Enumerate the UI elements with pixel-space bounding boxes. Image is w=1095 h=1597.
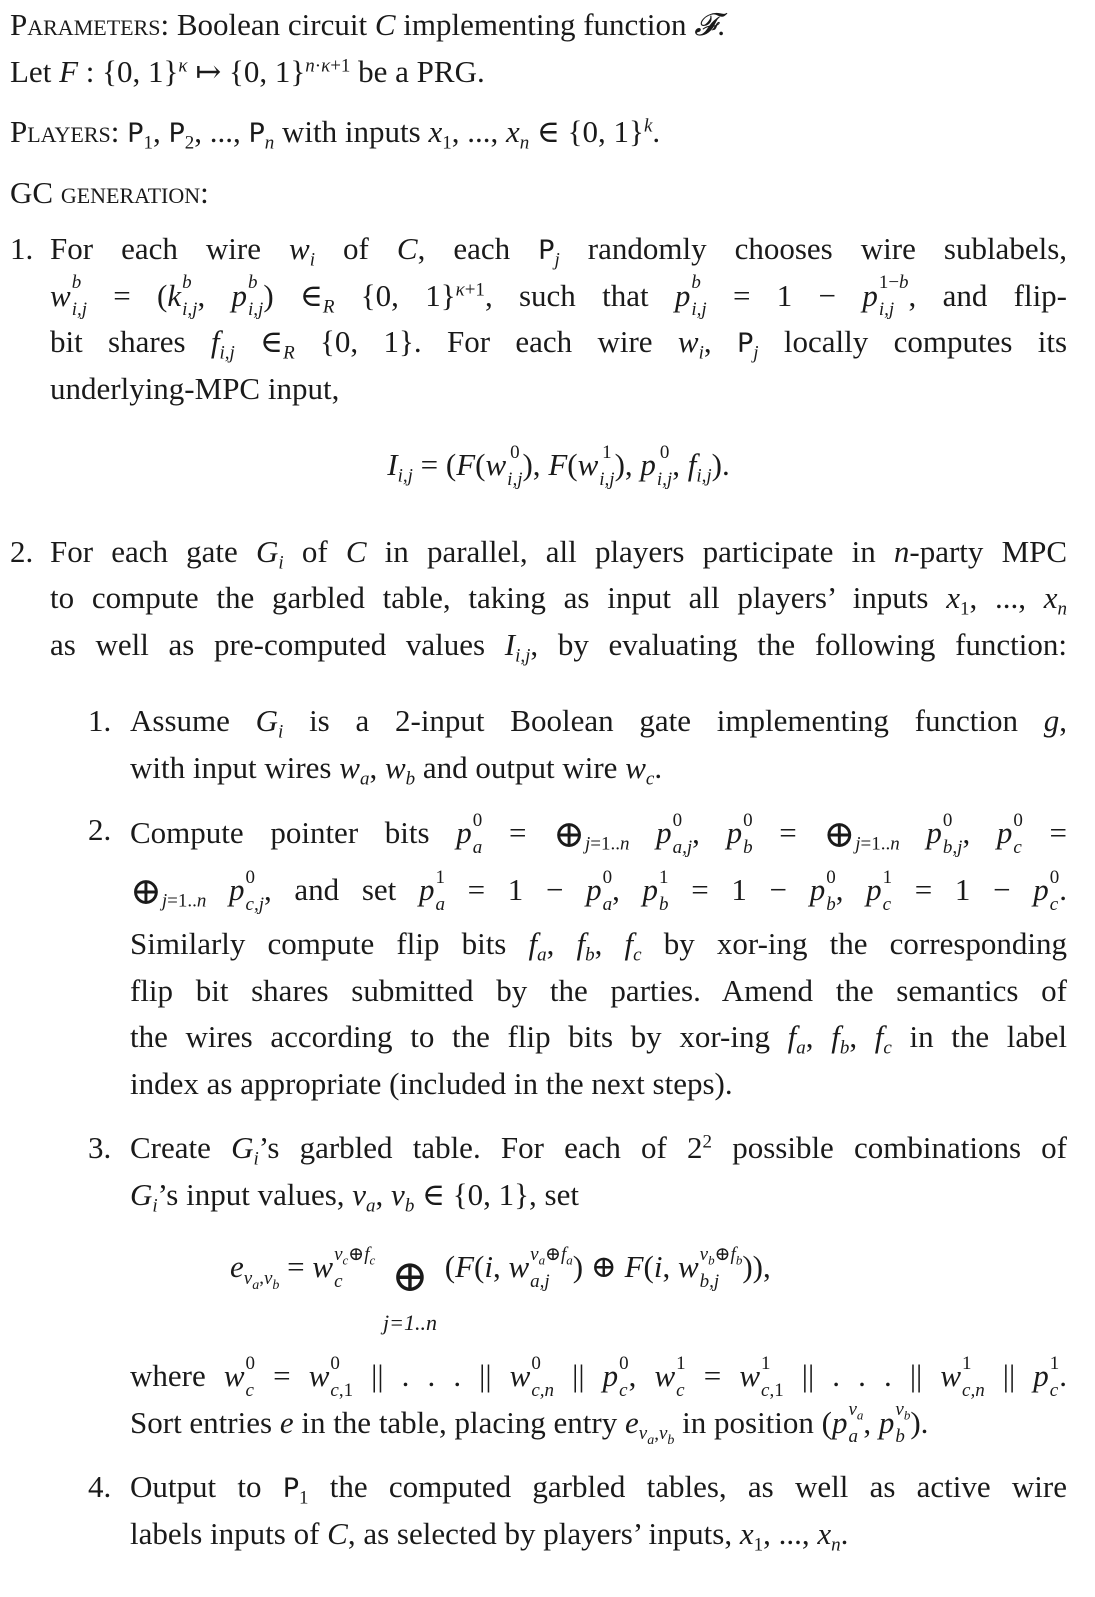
parameters-label: Parameters:	[10, 7, 170, 42]
function-steps	[88, 698, 1067, 1557]
garbled-entry-equation: $e_{v_a,v_b} = w$ $v_c\oplus f_c$ c ⊕ j=1..n (F(i, w $v_a\oplus f_a$ a,j ) ⊕ F(i, w $v_b\oplus f_b$ b,j )),	[230, 1243, 771, 1335]
substep-2: 2. Compute pointer bits p 0 a = $\oplus_{j=1..n}$ p 0 a,j , p 0 b = $\oplus_{j=1..n}$ p 0 b,j , p 0 c = $\oplus_{j=1..n}$ p 0 c,j , and set p 1 a = 1 − p 0 a , p 1 b = 1 − p 0 b , p 1 c = 1 − p 0 c . Similarly compute flip bits $f_a$, $f_b$, $f_c$ by xor-ing the corresponding flip bit shares submitted by the parties. Amend the semantics of the wires according to the flip bits by xor-ing $f_a$, $f_b$, $f_c$ in the label index as appropriate (included in the next steps).	[88, 809, 1068, 1101]
step-2: 2. For each gate $G_i$ of C in parallel, all players participate in n-party MPC to compute the garbled table, taking as input all players’ inputs $x_1$, ..., $x_n$ as well as pre-computed values $I_{i,j}$, by evaluating the following function:	[10, 533, 1068, 667]
players-label: Players:	[10, 114, 120, 149]
substep-3: 3. Create $G_i’s$ garbled table. For each of $2^2$ possible combinations of $G_i’s$ input values, $v_a$, $v_b$ ∈ {0, 1}, set $e_{v_a,v_b} = w$ $v_c\oplus f_c$ c ⊕ j=1..n (F(i, w $v_a\oplus f_a$ a,j ) ⊕ F(i, w $v_b\oplus f_b$ b,j )), where w 0 c = w 0 c,1 || . . . || w 0 c,n || p 0 c , w 1 c = w 1 c,1 || . . . || w 1 c,n || p 1 c . Sort entries e in the table, placing entry $e_{v_a,v_b}$ in position (p $v_a$ a , p $v_b$ b ).	[88, 1130, 1068, 1449]
prg-line: Let F : {0, 1}$^\kappa$ ↦ {0, 1}$^{n\cdot\kappa+1}$ be a PRG.	[10, 53, 485, 89]
substep-4: 4. Output to $P_1$ the computed garbled tables, as well as active wire labels inputs of C, as selected by players’ inputs, $x_1$, ..., $x_n$.	[88, 1469, 1068, 1556]
players-line: Players: $P_1$, $P_2$, ..., $P_n$ with inputs $x_1$, ..., $x_n$ ∈ {0, 1}$^k$.	[10, 114, 661, 154]
step-1: 1. For each wire $w_i$ of C, each $P_j$ randomly chooses wire sublabels, w b i,j = (k b i,j , p b i,j ) $\in_R$ {0, 1}$^{\kappa+1}$, such that p b i,j = 1 − p 1−b i,j , and flip- bit shares $f_{i,j}$ $\in_R$ {0, 1}. For each wire $w_i$, $P_j$ locally computes its underlying-MPC input, $I_{i,j} = (F(w$ 0 i,j ), F(w 1 i,j ), p 0 i,j , $f_{i,j}$).	[10, 231, 1068, 490]
gc-generation-heading: GC generation:	[10, 174, 209, 210]
input-equation: $I_{i,j} = (F(w$ 0 i,j ), F(w 1 i,j ), p 0 i,j , $f_{i,j}$).	[387, 441, 730, 490]
substep-1: 1. Assume $G_i$ is a 2-input Boolean gate implementing function g, with input wires $w_a$, $w_b$ and output wire $w_c$.	[88, 703, 1067, 790]
parameters-line: Parameters: Boolean circuit C implementing function 𝓕.	[10, 7, 725, 43]
